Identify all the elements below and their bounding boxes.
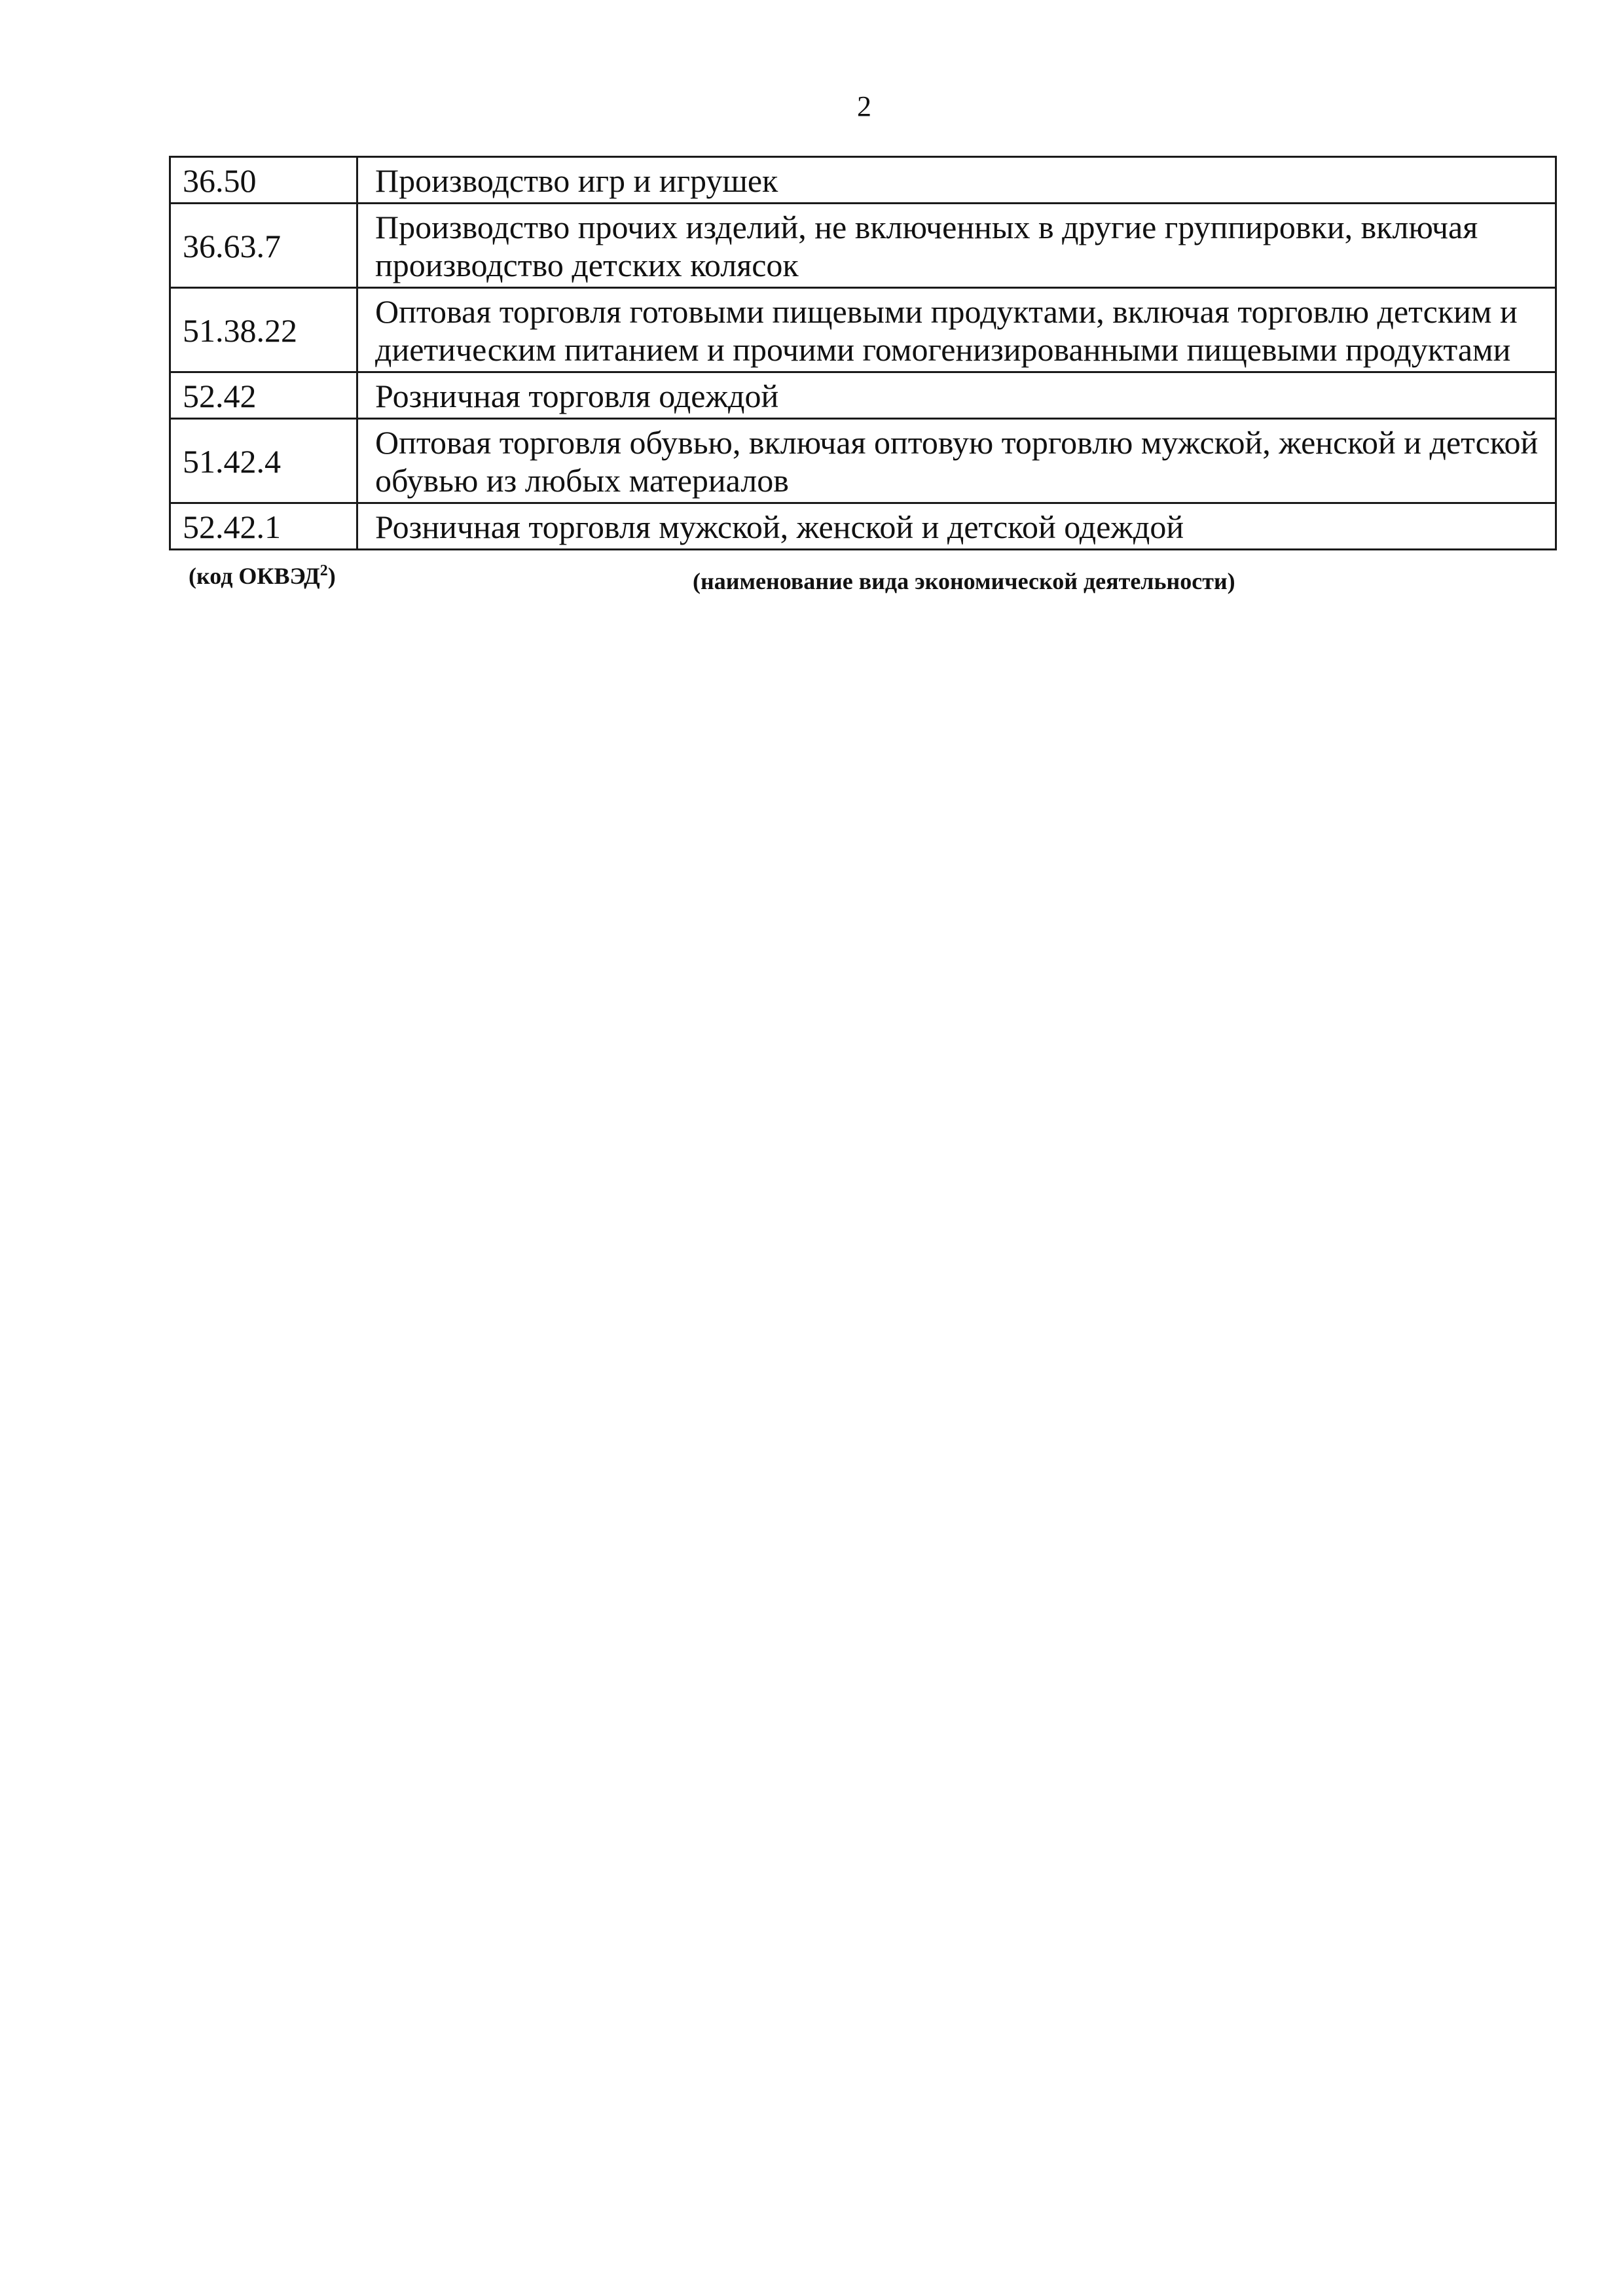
okved-code-cell: 51.38.22 <box>170 288 357 372</box>
okved-code-cell: 36.63.7 <box>170 204 357 288</box>
footnote-marker: 2 <box>319 562 328 579</box>
table-row <box>170 372 1556 419</box>
okved-code-cell: 52.42.1 <box>170 503 357 550</box>
activity-name-caption: (наименование вида экономической деятельности) <box>693 568 1235 594</box>
table-captions <box>169 562 1557 601</box>
okved-code-caption <box>189 562 336 590</box>
activity-name-cell: Оптовая торговля готовыми пищевыми продуктами, включая торговлю детским и диетическим питанием и прочими гомогенизированными пищевыми продуктами <box>357 288 1556 372</box>
activity-name-cell: Розничная торговля мужской, женской и детской одеждой <box>357 503 1556 550</box>
okved-code-cell: 52.42 <box>170 372 357 419</box>
activity-name-cell: Производство игр и игрушек <box>357 157 1556 204</box>
okved-table <box>169 156 1557 550</box>
page-number: 2 <box>857 90 871 122</box>
okved-code-cell: 51.42.4 <box>170 419 357 503</box>
okved-code-caption-text: (код ОКВЭД <box>189 563 320 589</box>
table-row <box>170 157 1556 204</box>
activity-name-cell: Розничная торговля одеждой <box>357 372 1556 419</box>
okved-code-caption-close: ) <box>327 563 336 589</box>
table-row <box>170 503 1556 550</box>
table-row <box>170 419 1556 503</box>
table-row <box>170 204 1556 288</box>
activity-name-cell: Производство прочих изделий, не включенных в другие группировки, включая производство детских колясок <box>357 204 1556 288</box>
table-row <box>170 288 1556 372</box>
activity-name-cell: Оптовая торговля обувью, включая оптовую торговлю мужской, женской и детской обувью из любых материалов <box>357 419 1556 503</box>
okved-code-cell: 36.50 <box>170 157 357 204</box>
